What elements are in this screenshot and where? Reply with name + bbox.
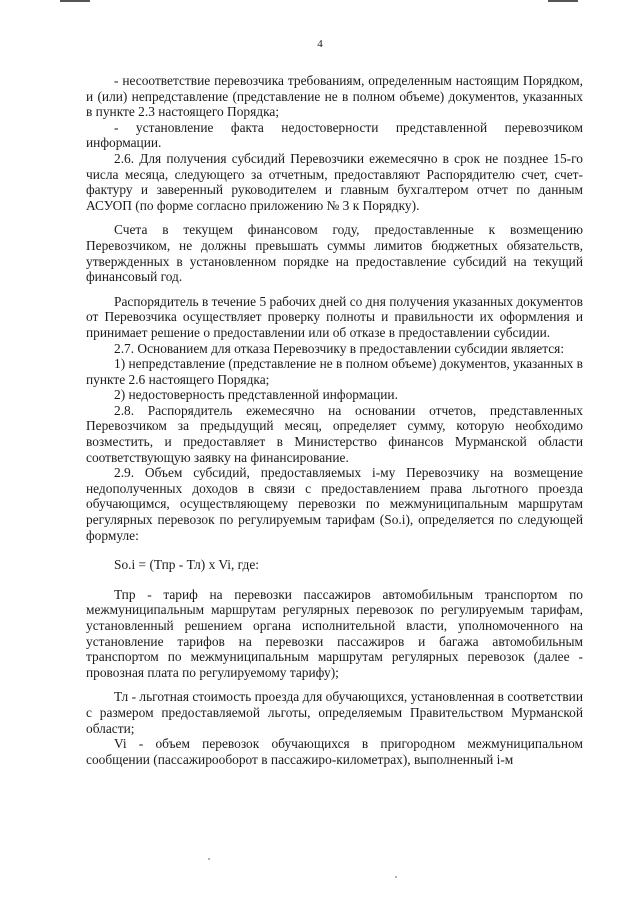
paragraph: 2) недостоверность представленной информации. bbox=[114, 387, 398, 403]
paragraph: Тпр - тариф на перевозки пассажиров автомобильным транспортом по межмуниципальным маршрутам регулярных перевозок по регулируемым тарифам, установленный решением органа исполнительной власти, уполномоченного на установление тарифов на перевозки пассажиров и багажа автомобильным транспортом по межмуниципальным маршрутам регулярных перевозок (далее - провозная плата по регулируемому тарифу); bbox=[86, 586, 583, 680]
scan-edge-mark bbox=[548, 0, 578, 2]
document-body bbox=[86, 73, 583, 767]
scan-speck bbox=[208, 858, 210, 860]
paragraph: 2.9. Объем субсидий, предоставляемых i-му Перевозчику на возмещение недополученных доходов в связи с предоставлением права льготного проезда обучающимся, осуществляющему перевозки по межмуниципальным маршрутам регулярных перевозок по регулируемым тарифам (So.i), определяется по следующей формуле: bbox=[86, 465, 583, 543]
paragraph: Распорядитель в течение 5 рабочих дней со дня получения указанных документов от Перевозчика осуществляет проверку полноты и правильности их оформления и принимает решение о предоставлении или об отказе в предоставлении субсидии. bbox=[86, 293, 583, 340]
page-number: 4 bbox=[317, 38, 323, 50]
paragraph: 2.8. Распорядитель ежемесячно на основании отчетов, представленных Перевозчиком за предыдущий месяц, определяет сумму, которую необходимо возместить, и предоставляет в Министерство финансов Мурманской области соответствующую заявку на финансирование. bbox=[86, 402, 583, 465]
scan-edge-mark bbox=[60, 0, 90, 2]
paragraph: 2.7. Основанием для отказа Перевозчику в предоставлении субсидии является: bbox=[114, 340, 565, 356]
paragraph: 2.6. Для получения субсидий Перевозчики ежемесячно в срок не позднее 15-го числа месяца, следующего за отчетным, предоставляют Распорядителю счет, счет-фактуру и заверенный руководителем и главным бухгалтером отчет по данным АСУОП (по форме согласно приложению № 3 к Порядку). bbox=[86, 150, 583, 213]
paragraph: Счета в текущем финансовом году, предоставленные к возмещению Перевозчиком, не должны превышать суммы лимитов бюджетных обязательств, утвержденных в установленном порядке на предоставление субсидий на текущий финансовый год. bbox=[86, 222, 583, 285]
paragraph: 1) непредставление (представление не в полном объеме) документов, указанных в пункте 2.6 настоящего Порядка; bbox=[86, 356, 583, 387]
paragraph: Тл - льготная стоимость проезда для обучающихся, установленная в соответствии с размером предоставляемой льготы, определяемым Правительством Мурманской области; bbox=[86, 689, 583, 736]
paragraph: Vi - объем перевозок обучающихся в пригородном межмуниципальном сообщении (пассажирооборот в пассажиро-километрах), выполненный i-м bbox=[86, 736, 583, 767]
scan-speck bbox=[395, 876, 397, 878]
formula: So.i = (Тпр - Тл) x Vi, где: bbox=[114, 557, 259, 573]
paragraph: - установление факта недостоверности представленной перевозчиком информации. bbox=[86, 119, 583, 151]
paragraph: - несоответствие перевозчика требованиям, определенным настоящим Порядком, и (или) непредставление (представление не в полном объеме) документов, указанных в пункте 2.3 настоящего Порядка; bbox=[86, 73, 583, 120]
